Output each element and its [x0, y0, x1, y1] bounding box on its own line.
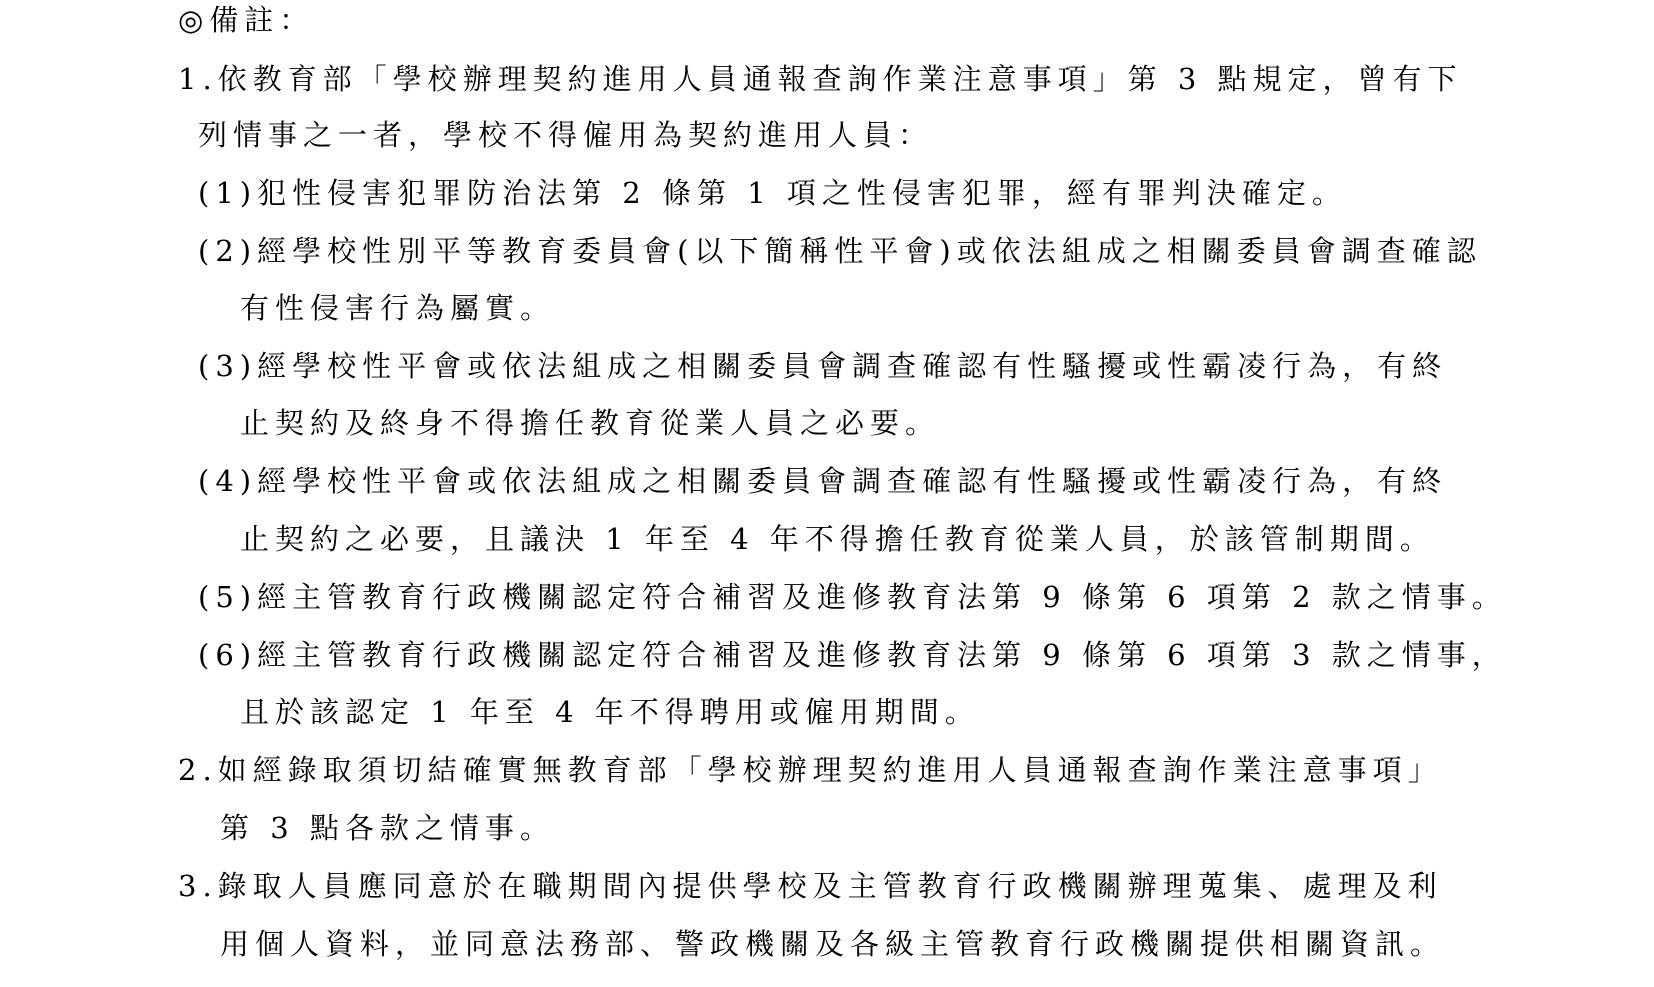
subitem-4-line-2: 止契約之必要，且議決 1 年至 4 年不得擔任教育從業人員，於該管制期間。 [240, 522, 1435, 556]
subitem-3-line-1: (3)經學校性平會或依法組成之相關委員會調查確認有性騷擾或性霸凌行為，有終 [198, 349, 1448, 383]
subitem-3-line-2: 止契約及終身不得擔任教育從業人員之必要。 [240, 406, 941, 440]
item-3-line-1: 3.錄取人員應同意於在職期間內提供學校及主管教育行政機關辦理蒐集、處理及利 [178, 869, 1443, 903]
subitem-1-line-1: (1)犯性侵害犯罪防治法第 2 條第 1 項之性侵害犯罪，經有罪判決確定。 [198, 176, 1347, 210]
subitem-4-line-1: (4)經學校性平會或依法組成之相關委員會調查確認有性騷擾或性霸凌行為，有終 [198, 464, 1448, 498]
subitem-2-line-2: 有性侵害行為屬實。 [240, 291, 556, 325]
remarks-heading: ◎備註： [178, 3, 315, 37]
subitem-5-line-1: (5)經主管教育行政機關認定符合補習及進修教育法第 9 條第 6 項第 2 款之情事。 [198, 580, 1507, 614]
item-1-line-1: 1.依教育部「學校辦理契約進用人員通報查詢作業注意事項」第 3 點規定，曾有下 [178, 62, 1463, 96]
item-2-line-2: 第 3 點各款之情事。 [220, 811, 555, 845]
item-1-line-2: 列情事之一者，學校不得僱用為契約進用人員： [198, 118, 934, 152]
item-2-line-1: 2.如經錄取須切結確實無教育部「學校辦理契約進用人員通報查詢作業注意事項」 [178, 753, 1443, 787]
subitem-2-line-1: (2)經學校性別平等教育委員會(以下簡稱性平會)或依法組成之相關委員會調查確認 [198, 234, 1482, 268]
subitem-6-line-1: (6)經主管教育行政機關認定符合補習及進修教育法第 9 條第 6 項第 3 款之情事， [198, 638, 1507, 672]
subitem-6-line-2: 且於該認定 1 年至 4 年不得聘用或僱用期間。 [240, 695, 980, 729]
item-3-line-2: 用個人資料，並同意法務部、警政機關及各級主管教育行政機關提供相關資訊。 [220, 927, 1446, 961]
